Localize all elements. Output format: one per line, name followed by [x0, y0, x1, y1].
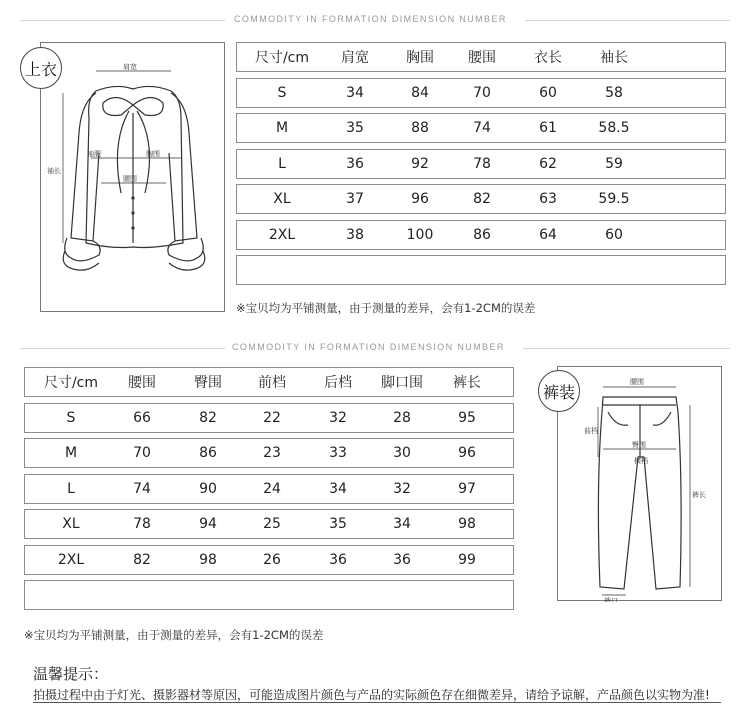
table-cell: 100: [406, 226, 434, 243]
column-header: 脚口围: [381, 375, 423, 391]
table-cell: 70: [133, 445, 151, 461]
table-cell: 25: [263, 516, 281, 532]
table-cell: 96: [458, 445, 476, 461]
table-cell: 95: [458, 409, 476, 426]
table-header-row: [236, 42, 726, 72]
figure-label-front-rise: 前档: [584, 427, 598, 435]
table-cell: 64: [539, 226, 557, 243]
figure-label-hip: 臀围: [632, 441, 646, 449]
figure-label-waist: 腰围: [123, 175, 137, 183]
table-cell: 23: [263, 445, 281, 461]
table-header-row: [24, 367, 514, 397]
table-row: [236, 113, 726, 143]
table-cell: 70: [473, 84, 491, 101]
pants-illustration: [558, 367, 723, 602]
table-cell: 97: [458, 480, 476, 497]
table-cell: 32: [329, 409, 347, 426]
table-cell: 59: [605, 155, 623, 172]
table-cell: 2XL: [268, 226, 296, 243]
tips-underline: [33, 702, 721, 703]
bottom-section-header: COMMODITY IN FORMATION DIMENSION NUMBER: [232, 342, 505, 352]
table-cell: 62: [539, 155, 557, 172]
table-cell: 36: [346, 155, 364, 172]
table-row: [24, 474, 514, 504]
figure-label-shoulder: 肩宽: [123, 63, 137, 71]
table-cell: 82: [199, 409, 217, 426]
column-header: 后档: [324, 375, 352, 391]
table-empty-row: [24, 580, 514, 610]
column-header: 肩宽: [341, 50, 369, 66]
blouse-illustration: [41, 43, 226, 313]
column-header: 尺寸/cm: [254, 50, 310, 66]
table-cell: 96: [411, 191, 429, 207]
figure-label-waist: 腰围: [630, 378, 644, 386]
table-row: [24, 545, 514, 575]
table-cell: 58.5: [598, 120, 630, 136]
column-header: 袖长: [600, 50, 628, 66]
table-cell: 74: [133, 480, 151, 497]
table-cell: 86: [473, 226, 491, 243]
pants-figure: [557, 366, 722, 601]
table-row: [24, 438, 514, 468]
column-header: 腰围: [468, 50, 496, 66]
top-section-header: COMMODITY IN FORMATION DIMENSION NUMBER: [234, 14, 507, 24]
table-cell: 88: [411, 120, 429, 136]
column-header: 臀围: [194, 375, 222, 391]
table-cell: L: [67, 480, 75, 497]
table-cell: 58: [605, 84, 623, 101]
column-header: 裤长: [453, 375, 481, 391]
table-cell: S: [66, 409, 76, 426]
header-rule-right-2: [523, 348, 730, 349]
table-cell: 78: [133, 516, 151, 532]
table-cell: 35: [346, 120, 364, 136]
table-row: [236, 149, 726, 179]
table-cell: 98: [199, 551, 217, 568]
table-cell: 92: [411, 155, 429, 172]
table-cell: 34: [346, 84, 364, 101]
figure-label-chest: 胸围: [146, 150, 160, 158]
table-row: [236, 184, 726, 214]
table-cell: 99: [458, 551, 476, 568]
table-cell: 86: [199, 445, 217, 461]
table-cell: 94: [199, 516, 217, 532]
table-row: [236, 78, 726, 108]
table-cell: 63: [539, 191, 557, 207]
tips-title: 温馨提示：: [33, 665, 109, 683]
table-cell: XL: [62, 516, 80, 532]
table-cell: XL: [273, 191, 291, 207]
table-cell: 60: [605, 226, 623, 243]
header-rule-left: [20, 20, 225, 21]
table-cell: S: [277, 84, 287, 101]
table-cell: 34: [393, 516, 411, 532]
table-cell: 32: [393, 480, 411, 497]
top-badge: 上衣: [20, 47, 62, 89]
table-empty-row: [236, 255, 726, 285]
column-header: 前档: [258, 375, 286, 391]
table-cell: 30: [393, 445, 411, 461]
column-header: 衣长: [534, 50, 562, 66]
table-cell: 82: [473, 191, 491, 207]
table-row: [236, 220, 726, 250]
top-note: ※宝贝均为平铺测量，由于测量的差异，会有1-2CM的误差: [236, 301, 536, 315]
figure-label-hem: 裤口: [604, 597, 618, 602]
column-header: 腰围: [128, 375, 156, 391]
table-cell: 84: [411, 84, 429, 101]
header-rule-right: [525, 20, 730, 21]
table-cell: 24: [263, 480, 281, 497]
table-cell: 90: [199, 480, 217, 497]
table-cell: L: [278, 155, 286, 172]
figure-label-arm: 袖肥: [87, 150, 101, 158]
table-cell: 36: [393, 551, 411, 568]
figure-label-sleeve: 袖长: [47, 167, 61, 175]
table-cell: 26: [263, 551, 281, 568]
table-cell: 38: [346, 226, 364, 243]
table-cell: M: [275, 120, 289, 136]
bottom-badge: 裤装: [538, 370, 580, 412]
header-rule-left-2: [20, 348, 225, 349]
figure-label-length: 裤长: [692, 491, 706, 499]
table-cell: 59.5: [598, 191, 630, 207]
table-cell: 34: [329, 480, 347, 497]
table-row: [24, 403, 514, 433]
table-cell: 74: [473, 120, 491, 136]
figure-label-thigh: 横档: [634, 457, 648, 465]
table-cell: M: [64, 445, 78, 461]
table-cell: 35: [329, 516, 347, 532]
table-cell: 22: [263, 409, 281, 426]
table-cell: 78: [473, 155, 491, 172]
table-cell: 98: [458, 516, 476, 532]
table-cell: 61: [539, 120, 557, 136]
table-cell: 60: [539, 84, 557, 101]
table-cell: 2XL: [57, 551, 85, 568]
table-cell: 82: [133, 551, 151, 568]
blouse-figure: [40, 42, 225, 312]
table-cell: 66: [133, 409, 151, 426]
bottom-note: ※宝贝均为平铺测量，由于测量的差异，会有1-2CM的误差: [24, 628, 324, 642]
table-row: [24, 509, 514, 539]
column-header: 胸围: [406, 50, 434, 66]
table-cell: 36: [329, 551, 347, 568]
table-cell: 28: [393, 409, 411, 426]
table-cell: 33: [329, 445, 347, 461]
column-header: 尺寸/cm: [43, 375, 99, 391]
tips-text: 拍摄过程中由于灯光、摄影器材等原因，可能造成图片颜色与产品的实际颜色存在细微差异，请给予谅解，产品颜色以实物为准!: [33, 688, 710, 702]
table-cell: 37: [346, 191, 364, 207]
